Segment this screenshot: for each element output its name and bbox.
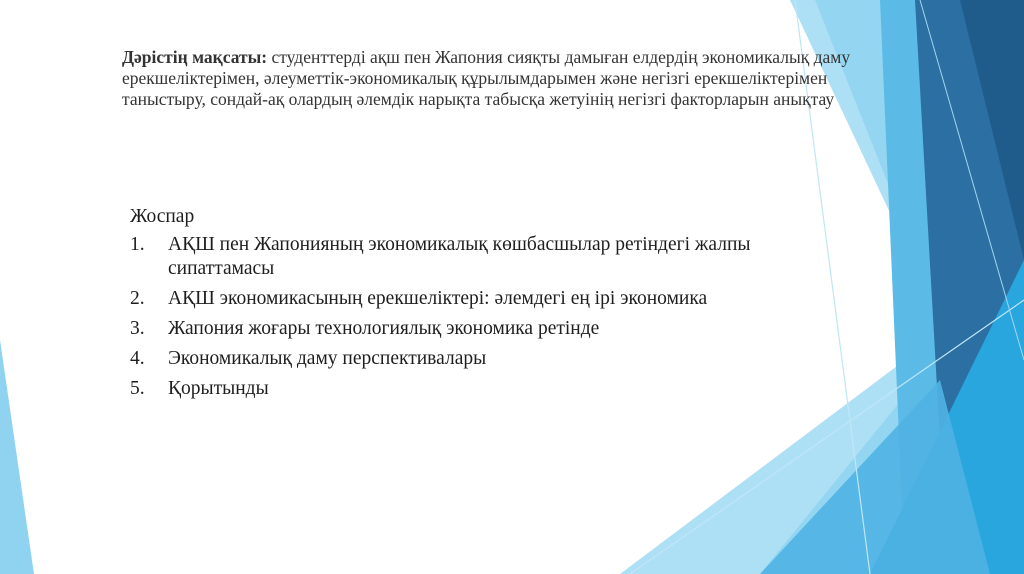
lecture-goal xyxy=(122,47,882,110)
plan-item-number: 5. xyxy=(130,378,145,399)
plan-item-number: 2. xyxy=(130,288,145,309)
plan-item xyxy=(130,347,850,371)
goal-lead: Дәрістің мақсаты: xyxy=(122,47,268,67)
plan-item-text: Экономикалық даму перспективалары xyxy=(168,348,487,369)
plan-item-text: Жапония жоғары технологиялық экономика ретінде xyxy=(168,318,600,339)
plan-section xyxy=(130,205,850,407)
plan-item xyxy=(130,287,850,311)
plan-item-text: АҚШ пен Жапонияның экономикалық көшбасшылар ретіндегі жалпы сипаттамасы xyxy=(168,234,751,279)
plan-item-text: АҚШ экономикасының ерекшеліктері: әлемдегі ең ірі экономика xyxy=(168,288,708,309)
plan-title: Жоспар xyxy=(130,206,195,227)
plan-item-number: 1. xyxy=(130,234,145,255)
plan-item xyxy=(130,377,850,401)
left-accent-shape xyxy=(0,340,34,574)
plan-item xyxy=(130,233,850,281)
plan-item-text: Қорытынды xyxy=(168,378,269,399)
plan-item-number: 3. xyxy=(130,318,145,339)
plan-list xyxy=(130,233,850,401)
goal-text: студенттерді ақш пен Жапония сияқты дамыған елдердің экономикалық даму ерекшеліктерімен, әлеуметтік-экономикалық құрылымдарымен және негізгі ерекшеліктерімен таныстыру, сондай-ақ олардың әлемдік нарықта табысқа жетуінің негізгі факторларын анықтау xyxy=(122,47,851,109)
plan-item xyxy=(130,317,850,341)
plan-item-number: 4. xyxy=(130,348,145,369)
